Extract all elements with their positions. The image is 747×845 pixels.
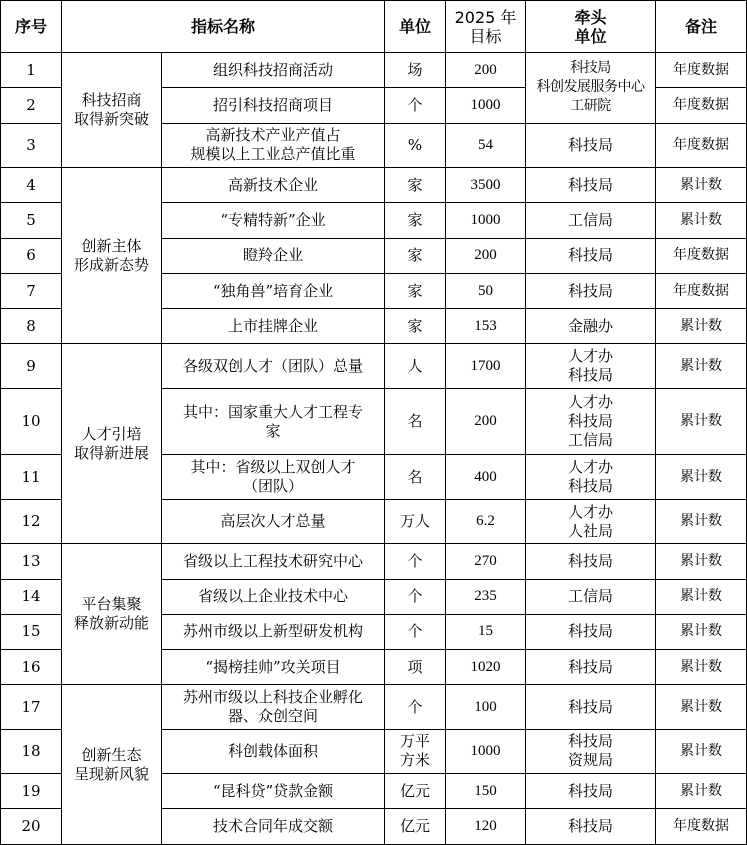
note-cell: 累计数 — [656, 774, 747, 809]
category-cell: 创新主体 形成新态势 — [62, 167, 162, 343]
unit-cell: 万平 方米 — [385, 729, 446, 773]
indicator-name: 瞪羚企业 — [162, 238, 385, 273]
target-cell: 6.2 — [446, 499, 526, 543]
note-cell: 累计数 — [656, 685, 747, 729]
lead-unit-cell: 工信局 — [526, 203, 656, 238]
row-no: 11 — [1, 455, 62, 499]
target-cell: 153 — [446, 309, 526, 344]
note-cell: 累计数 — [656, 455, 747, 499]
indicator-name: 高新技术产业产值占 规模以上工业总产值比重 — [162, 123, 385, 167]
unit-cell: 家 — [385, 309, 446, 344]
lead-unit-cell: 科技局 — [526, 614, 656, 649]
row-no: 1 — [1, 53, 62, 88]
indicator-name: “揭榜挂帅”攻关项目 — [162, 650, 385, 685]
table-row — [1, 344, 747, 388]
target-cell: 270 — [446, 544, 526, 579]
unit-cell: 场 — [385, 53, 446, 88]
row-no: 9 — [1, 344, 62, 388]
note-cell: 累计数 — [656, 499, 747, 543]
unit-cell: 亿元 — [385, 774, 446, 809]
note-cell: 年度数据 — [656, 809, 747, 845]
table-row — [1, 167, 747, 202]
target-cell: 50 — [446, 273, 526, 308]
lead-unit-cell: 人才办 科技局 工信局 — [526, 388, 656, 455]
category-cell: 平台集聚 释放新动能 — [62, 544, 162, 685]
unit-cell: 个 — [385, 579, 446, 614]
target-cell: 1020 — [446, 650, 526, 685]
indicator-name: 各级双创人才（团队）总量 — [162, 344, 385, 388]
unit-cell: 个 — [385, 544, 446, 579]
row-no: 10 — [1, 388, 62, 455]
indicator-name: 苏州市级以上新型研发机构 — [162, 614, 385, 649]
target-cell: 235 — [446, 579, 526, 614]
table-row — [1, 544, 747, 579]
target-cell: 150 — [446, 774, 526, 809]
target-cell: 54 — [446, 123, 526, 167]
lead-unit-cell: 科技局 — [526, 238, 656, 273]
indicator-name: 技术合同年成交额 — [162, 809, 385, 845]
unit-cell: 家 — [385, 273, 446, 308]
note-cell: 年度数据 — [656, 88, 747, 123]
unit-cell: 家 — [385, 238, 446, 273]
lead-unit-cell: 人才办 科技局 — [526, 455, 656, 499]
row-no: 4 — [1, 167, 62, 202]
unit-cell: 亿元 — [385, 809, 446, 845]
indicator-name: 组织科技招商活动 — [162, 53, 385, 88]
indicator-name: 高层次人才总量 — [162, 499, 385, 543]
unit-cell: 项 — [385, 650, 446, 685]
note-cell: 累计数 — [656, 344, 747, 388]
note-cell: 年度数据 — [656, 238, 747, 273]
unit-cell: 家 — [385, 203, 446, 238]
category-cell: 人才引培 取得新进展 — [62, 344, 162, 544]
lead-unit-cell: 工信局 — [526, 579, 656, 614]
lead-unit-cell: 科技局 — [526, 123, 656, 167]
lead-unit-cell: 科技局 — [526, 167, 656, 202]
row-no: 6 — [1, 238, 62, 273]
lead-unit-cell: 金融办 — [526, 309, 656, 344]
row-no: 18 — [1, 729, 62, 773]
target-cell: 100 — [446, 685, 526, 729]
lead-unit-cell: 科技局 — [526, 544, 656, 579]
target-cell: 400 — [446, 455, 526, 499]
table-row — [1, 685, 747, 729]
note-cell: 年度数据 — [656, 53, 747, 88]
note-cell: 累计数 — [656, 579, 747, 614]
indicator-name: “独角兽”培育企业 — [162, 273, 385, 308]
indicator-name: 招引科技招商项目 — [162, 88, 385, 123]
target-cell: 120 — [446, 809, 526, 845]
unit-cell: 名 — [385, 455, 446, 499]
indicator-name: 苏州市级以上科技企业孵化 器、众创空间 — [162, 685, 385, 729]
note-cell: 累计数 — [656, 650, 747, 685]
row-no: 12 — [1, 499, 62, 543]
note-cell: 累计数 — [656, 729, 747, 773]
header-no: 序号 — [1, 1, 62, 53]
row-no: 20 — [1, 809, 62, 845]
unit-cell: 个 — [385, 614, 446, 649]
header-target: 2025 年 目标 — [446, 1, 526, 53]
note-cell: 累计数 — [656, 309, 747, 344]
table-row — [1, 53, 747, 88]
note-cell: 累计数 — [656, 203, 747, 238]
unit-cell: 万人 — [385, 499, 446, 543]
lead-unit-cell: 科技局 — [526, 685, 656, 729]
lead-unit-cell: 科技局 — [526, 809, 656, 845]
indicator-name: 上市挂牌企业 — [162, 309, 385, 344]
unit-cell: 家 — [385, 167, 446, 202]
row-no: 8 — [1, 309, 62, 344]
note-cell: 年度数据 — [656, 273, 747, 308]
target-cell: 3500 — [446, 167, 526, 202]
target-cell: 1700 — [446, 344, 526, 388]
indicator-name: 科创载体面积 — [162, 729, 385, 773]
row-no: 19 — [1, 774, 62, 809]
header-name: 指标名称 — [62, 1, 385, 53]
lead-unit-cell: 人才办 人社局 — [526, 499, 656, 543]
header-note: 备注 — [656, 1, 747, 53]
indicator-name: 省级以上企业技术中心 — [162, 579, 385, 614]
indicator-name: 其中：省级以上双创人才 （团队） — [162, 455, 385, 499]
target-cell: 15 — [446, 614, 526, 649]
row-no: 17 — [1, 685, 62, 729]
note-cell: 累计数 — [656, 614, 747, 649]
unit-cell: 个 — [385, 88, 446, 123]
lead-unit-cell: 科技局 — [526, 774, 656, 809]
category-cell: 创新生态 呈现新风貌 — [62, 685, 162, 845]
lead-unit-cell: 科技局 — [526, 273, 656, 308]
row-no: 7 — [1, 273, 62, 308]
note-cell: 累计数 — [656, 388, 747, 455]
lead-unit-cell: 科技局 资规局 — [526, 729, 656, 773]
indicator-name: 其中：国家重大人才工程专 家 — [162, 388, 385, 455]
unit-cell: 名 — [385, 388, 446, 455]
header-unit: 单位 — [385, 1, 446, 53]
header-row — [1, 1, 747, 53]
row-no: 3 — [1, 123, 62, 167]
row-no: 16 — [1, 650, 62, 685]
row-no: 13 — [1, 544, 62, 579]
unit-cell: % — [385, 123, 446, 167]
unit-cell: 个 — [385, 685, 446, 729]
indicator-name: 高新技术企业 — [162, 167, 385, 202]
note-cell: 年度数据 — [656, 123, 747, 167]
category-cell: 科技招商 取得新突破 — [62, 53, 162, 168]
target-cell: 200 — [446, 238, 526, 273]
note-cell: 累计数 — [656, 544, 747, 579]
row-no: 5 — [1, 203, 62, 238]
lead-unit-cell: 人才办 科技局 — [526, 344, 656, 388]
lead-unit-cell: 科技局 — [526, 650, 656, 685]
indicator-name: “昆科贷”贷款金额 — [162, 774, 385, 809]
header-lead: 牵头 单位 — [526, 1, 656, 53]
row-no: 2 — [1, 88, 62, 123]
target-cell: 1000 — [446, 88, 526, 123]
indicator-name: “专精特新”企业 — [162, 203, 385, 238]
target-cell: 200 — [446, 53, 526, 88]
indicator-name: 省级以上工程技术研究中心 — [162, 544, 385, 579]
row-no: 15 — [1, 614, 62, 649]
target-cell: 200 — [446, 388, 526, 455]
target-cell: 1000 — [446, 729, 526, 773]
target-cell: 1000 — [446, 203, 526, 238]
row-no: 14 — [1, 579, 62, 614]
lead-unit-cell: 科技局 科创发展服务中心 工研院 — [526, 53, 656, 124]
unit-cell: 人 — [385, 344, 446, 388]
note-cell: 累计数 — [656, 167, 747, 202]
